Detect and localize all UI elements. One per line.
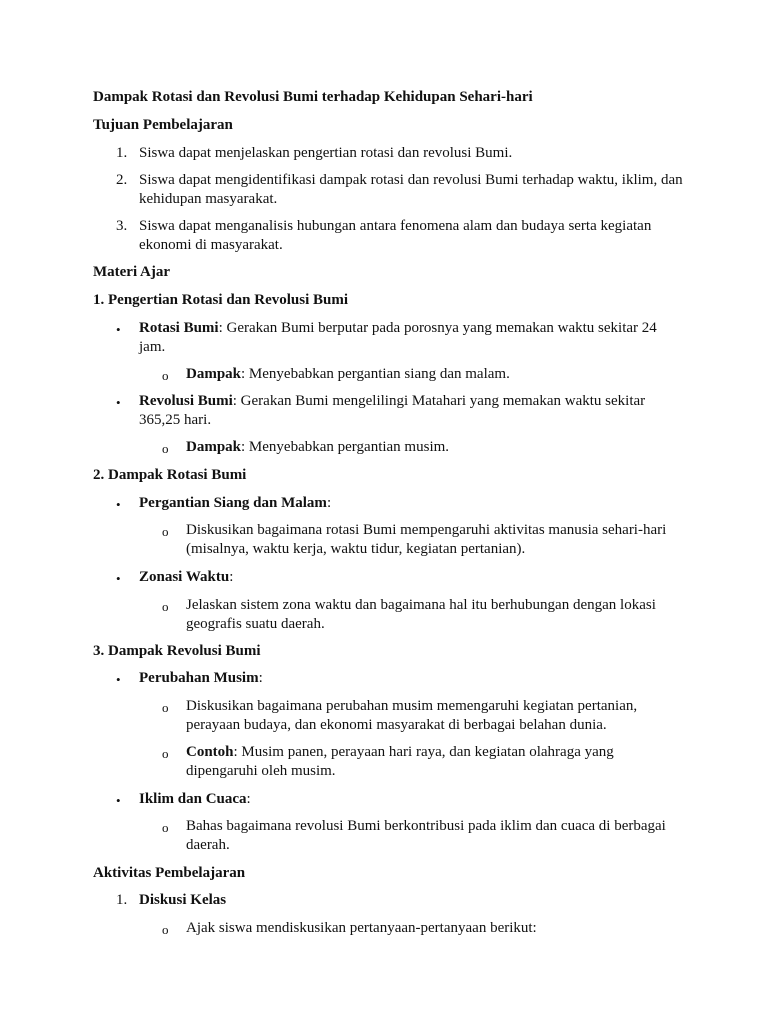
term: Zonasi Waktu bbox=[139, 569, 230, 585]
circle-bullet-icon: o bbox=[162, 700, 169, 715]
sub-item-diskusi: Ajak siswa mendiskusikan pertanyaan-pertanyaan berikut: bbox=[186, 920, 537, 936]
bullet-icon: • bbox=[116, 571, 121, 586]
circle-bullet-icon: o bbox=[162, 820, 169, 835]
circle-bullet-icon: o bbox=[162, 441, 169, 456]
tujuan-heading: Tujuan Pembelajaran bbox=[93, 117, 233, 133]
term-desc: : Musim panen, perayaan hari raya, dan kegiatan olahraga yang dipengaruhi oleh musim. bbox=[186, 744, 614, 779]
term: Revolusi Bumi bbox=[139, 393, 233, 409]
aktivitas-heading: Aktivitas Pembelajaran bbox=[93, 865, 246, 881]
circle-bullet-icon: o bbox=[162, 922, 169, 937]
term: Iklim dan Cuaca bbox=[139, 791, 247, 807]
tujuan-num-2: 2. bbox=[116, 172, 128, 188]
aktivitas-item-diskusi: Diskusi Kelas bbox=[139, 892, 227, 908]
document-title: Dampak Rotasi dan Revolusi Bumi terhadap Kehidupan Sehari-hari bbox=[93, 89, 533, 105]
list-item-iklim bbox=[139, 790, 684, 809]
term-desc: : bbox=[326, 495, 332, 511]
tujuan-item-3: Siswa dapat menganalisis hubungan antara fenomena alam dan budaya serta kegiatan ekonomi di masyarakat. bbox=[139, 218, 652, 253]
sub-item-contoh bbox=[186, 743, 671, 781]
list-item-siang-malam bbox=[139, 494, 684, 513]
tujuan-item-2: Siswa dapat mengidentifikasi dampak rotasi dan revolusi Bumi terhadap waktu, iklim, dan kehidupan masyarakat. bbox=[139, 172, 683, 207]
materi-heading: Materi Ajar bbox=[93, 264, 171, 280]
term-desc: : Gerakan Bumi berputar pada porosnya yang memakan waktu sekitar 24 jam. bbox=[139, 320, 657, 355]
term-desc: : Menyebabkan pergantian musim. bbox=[241, 439, 450, 455]
tujuan-item-1: Siswa dapat menjelaskan pengertian rotasi dan revolusi Bumi. bbox=[139, 145, 513, 161]
list-item-zonasi bbox=[139, 568, 684, 587]
sub-item-zonasi: Jelaskan sistem zona waktu dan bagaimana hal itu berhubungan dengan lokasi geografis suatu daerah. bbox=[186, 597, 656, 632]
term-desc: : bbox=[258, 670, 263, 686]
bullet-icon: • bbox=[116, 322, 121, 337]
term: Rotasi Bumi bbox=[139, 320, 219, 336]
term: Dampak bbox=[186, 366, 242, 382]
section-2-heading: 2. Dampak Rotasi Bumi bbox=[93, 467, 247, 483]
bullet-icon: • bbox=[116, 497, 121, 512]
circle-bullet-icon: o bbox=[162, 524, 169, 539]
list-item-rotasi bbox=[139, 319, 684, 357]
list-item-musim bbox=[139, 669, 684, 688]
aktivitas-num-1: 1. bbox=[116, 892, 128, 908]
section-1-heading: 1. Pengertian Rotasi dan Revolusi Bumi bbox=[93, 292, 349, 308]
term: Contoh bbox=[186, 744, 234, 760]
circle-bullet-icon: o bbox=[162, 368, 169, 383]
bullet-icon: • bbox=[116, 395, 121, 410]
tujuan-num-3: 3. bbox=[116, 218, 128, 234]
term: Dampak bbox=[186, 439, 242, 455]
term-desc: : bbox=[246, 791, 251, 807]
list-item-revolusi bbox=[139, 392, 684, 430]
term-desc: : bbox=[229, 569, 234, 585]
bullet-icon: • bbox=[116, 793, 121, 808]
sub-item-musim: Diskusikan bagaimana perubahan musim memengaruhi kegiatan pertanian, perayaan budaya, dan ekonomi masyarakat di berbagai belahan dunia. bbox=[186, 698, 638, 733]
bullet-icon: • bbox=[116, 672, 121, 687]
term-desc: : Gerakan Bumi mengelilingi Matahari yang memakan waktu sekitar 365,25 hari. bbox=[139, 393, 646, 428]
sub-item-iklim: Bahas bagaimana revolusi Bumi berkontribusi pada iklim dan cuaca di berbagai daerah. bbox=[186, 818, 666, 853]
term: Perubahan Musim bbox=[139, 670, 259, 686]
term: Pergantian Siang dan Malam bbox=[139, 495, 327, 511]
term-desc: : Menyebabkan pergantian siang dan malam. bbox=[241, 366, 510, 382]
tujuan-num-1: 1. bbox=[116, 145, 128, 161]
sub-item-siang-malam: Diskusikan bagaimana rotasi Bumi mempengaruhi aktivitas manusia sehari-hari (misalnya, waktu kerja, waktu tidur, kegiatan pertanian). bbox=[186, 522, 667, 557]
sub-item-rotasi-dampak bbox=[186, 365, 671, 384]
circle-bullet-icon: o bbox=[162, 599, 169, 614]
circle-bullet-icon: o bbox=[162, 746, 169, 761]
section-3-heading: 3. Dampak Revolusi Bumi bbox=[93, 643, 261, 659]
sub-item-revolusi-dampak bbox=[186, 438, 671, 457]
